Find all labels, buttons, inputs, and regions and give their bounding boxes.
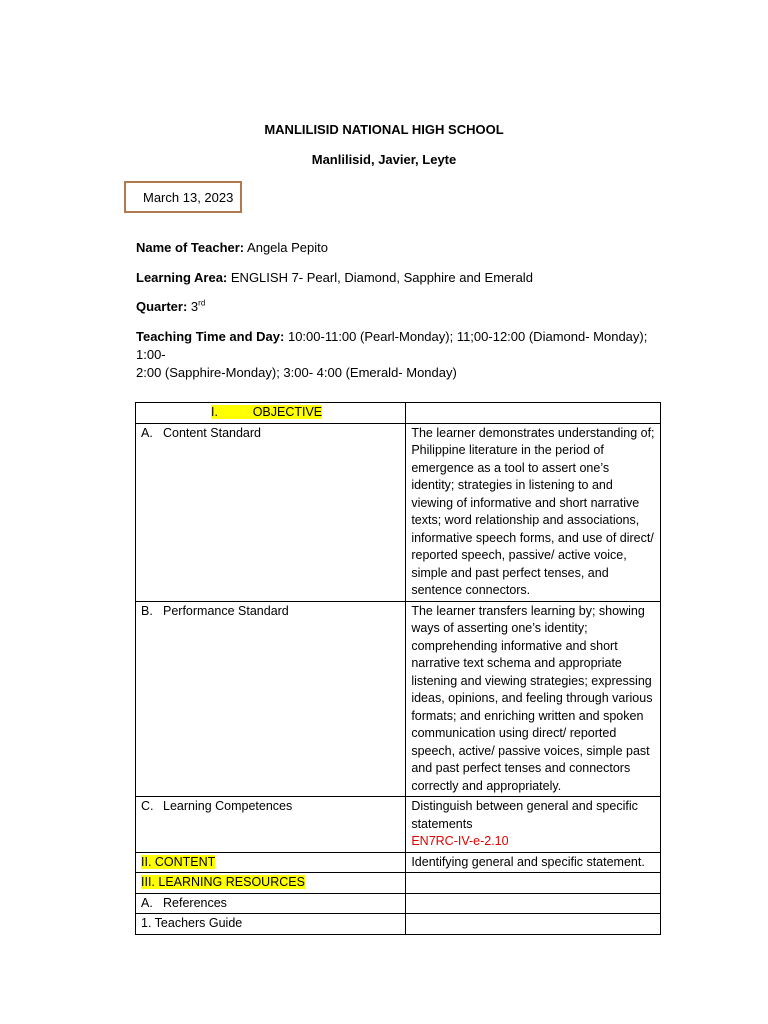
quarter-suffix: rd bbox=[198, 298, 206, 308]
table-row bbox=[136, 914, 661, 935]
content-label: II. CONTENT bbox=[141, 854, 216, 869]
competences-label: Learning Competences bbox=[163, 799, 293, 813]
date-box bbox=[124, 181, 242, 213]
objective-label: OBJECTIVE bbox=[252, 405, 323, 419]
learning-area-label: Learning Area: bbox=[136, 270, 228, 285]
table-row bbox=[136, 403, 661, 424]
performance-standard-text: The learner transfers learning by; showing ways of asserting one’s identity; comprehending informative and short narrative text schema and appropriate listening and viewing strategies; expressing ideas, opinions, and feeling through various formats; and enriching written and spoken communication using direct/ reported speech, active/ passive voices, simple past and past perfect tenses and connectors correctly and appropriately. bbox=[406, 601, 661, 797]
teaching-time-label: Teaching Time and Day: bbox=[136, 329, 285, 344]
objective-numeral: I. bbox=[211, 405, 218, 419]
objective-heading bbox=[211, 405, 322, 419]
school-name: MANLILISID NATIONAL HIGH SCHOOL bbox=[264, 122, 504, 137]
references-empty-cell bbox=[406, 893, 661, 914]
learning-area-value: ENGLISH 7- Pearl, Diamond, Sapphire and Emerald bbox=[230, 270, 533, 285]
content-standard-text: The learner demonstrates understanding of; Philippine literature in the period of emergence as a tool to assert one’s identity; strategies in listening to and viewing of informative and short narrative texts; word relationship and associations, informative speech forms, and use of direct/ reported speech, passive/ active voice, simple and past perfect tenses, and sentence connectors. bbox=[406, 423, 661, 601]
references-cell bbox=[136, 893, 406, 914]
teaching-time-line bbox=[136, 328, 656, 382]
learning-area-line bbox=[136, 269, 656, 287]
date-text: March 13, 2023 bbox=[143, 189, 234, 205]
content-standard-cell bbox=[136, 423, 406, 601]
performance-standard-cell bbox=[136, 601, 406, 797]
competences-cell bbox=[136, 797, 406, 853]
performance-standard-label: Performance Standard bbox=[163, 603, 289, 618]
content-text: Identifying general and specific statement. bbox=[406, 852, 661, 873]
teacher-line bbox=[136, 239, 656, 257]
objective-cell bbox=[136, 403, 406, 424]
teacher-label: Name of Teacher: bbox=[136, 240, 245, 255]
lesson-plan-table bbox=[135, 402, 661, 935]
competences-text: Distinguish between general and specific statements bbox=[411, 799, 638, 831]
references-label: References bbox=[163, 895, 227, 910]
competences-value-cell bbox=[406, 797, 661, 853]
references-letter: A. bbox=[141, 895, 153, 910]
school-address: Manlilisid, Javier, Leyte bbox=[311, 152, 457, 167]
table-row bbox=[136, 601, 661, 797]
content-standard-letter: A. bbox=[141, 425, 153, 440]
table-row bbox=[136, 423, 661, 601]
teachers-guide-empty-cell bbox=[406, 914, 661, 935]
resources-cell bbox=[136, 873, 406, 894]
teaching-time-value-2: 2:00 (Sapphire-Monday); 3:00- 4:00 (Emerald- Monday) bbox=[136, 365, 457, 380]
quarter-value: 3 bbox=[190, 299, 199, 314]
table-row bbox=[136, 893, 661, 914]
teachers-guide-label: 1. Teachers Guide bbox=[136, 914, 406, 935]
teaching-time-value-1: 10:00-11:00 (Pearl-Monday); 11;00-12:00 (Diamond- Monday); 1:00- bbox=[136, 329, 648, 362]
teacher-value: Angela Pepito bbox=[247, 240, 328, 255]
quarter-line bbox=[136, 298, 656, 316]
objective-empty-cell bbox=[406, 403, 661, 424]
competences-letter: C. bbox=[141, 799, 154, 813]
content-cell bbox=[136, 852, 406, 873]
resources-label: III. LEARNING RESOURCES bbox=[141, 875, 305, 889]
table-row bbox=[136, 873, 661, 894]
table-row bbox=[136, 852, 661, 873]
performance-standard-letter: B. bbox=[141, 603, 153, 618]
competence-code: EN7RC-IV-e-2.10 bbox=[411, 834, 509, 848]
content-standard-label: Content Standard bbox=[163, 425, 261, 440]
table-row bbox=[136, 797, 661, 853]
quarter-label: Quarter: bbox=[136, 299, 188, 314]
resources-empty-cell bbox=[406, 873, 661, 894]
